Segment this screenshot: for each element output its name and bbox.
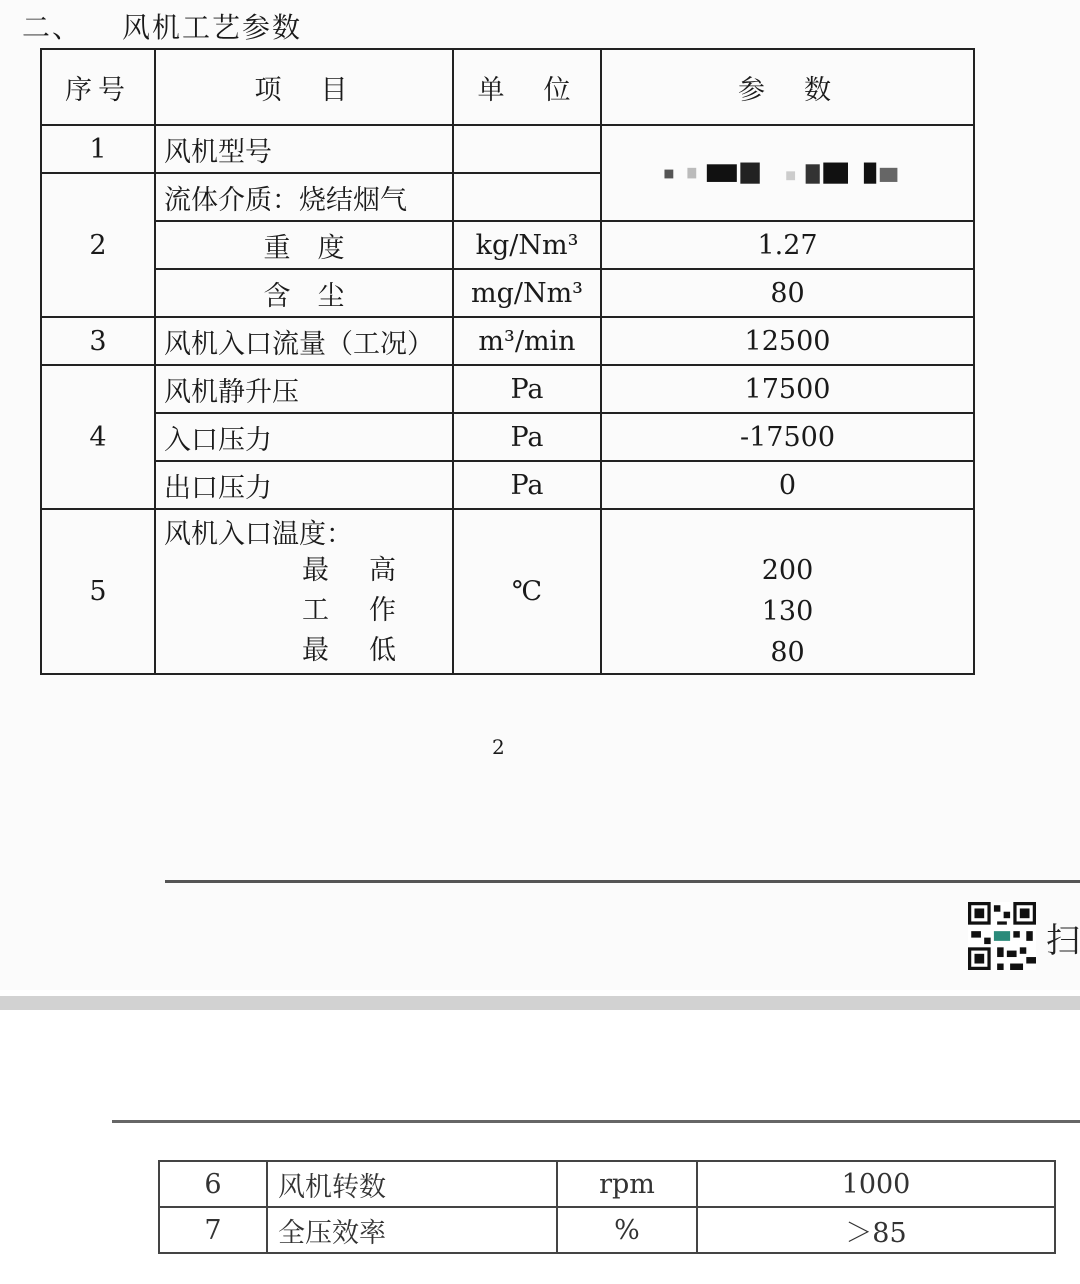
header-unit: 单 位	[453, 49, 601, 125]
row-no: 2	[41, 173, 155, 317]
page-separator	[0, 996, 1080, 1010]
redaction-mosaic	[648, 159, 928, 189]
table-row	[41, 125, 974, 173]
header-no: 序号	[41, 49, 155, 125]
temperature-max-label: 最高	[302, 555, 436, 586]
row-item: 风机转数	[267, 1161, 557, 1207]
footer-rule	[165, 880, 1080, 883]
row-item: 风机型号	[155, 125, 453, 173]
row-item: 流体介质：烧结烟气	[155, 173, 453, 221]
row-value: 0	[601, 461, 974, 509]
row-value	[601, 509, 974, 674]
temperature-max-value: 200	[761, 555, 814, 586]
row-item: 入口压力	[155, 413, 453, 461]
row-unit: kg/Nm³	[453, 221, 601, 269]
row-no: 4	[41, 365, 155, 509]
table-row	[41, 317, 974, 365]
row-no: 7	[159, 1207, 267, 1253]
document-page-2	[0, 1010, 1080, 1284]
row-item: 含 尘	[155, 269, 453, 317]
fan-parameters-table-continued	[158, 1160, 1056, 1254]
row-no: 3	[41, 317, 155, 365]
row-unit: Pa	[453, 413, 601, 461]
row-unit: mg/Nm³	[453, 269, 601, 317]
row-no: 5	[41, 509, 155, 674]
table-row	[159, 1207, 1055, 1253]
row-value: 1000	[697, 1161, 1055, 1207]
row-unit: Pa	[453, 365, 601, 413]
fan-parameters-table	[40, 48, 975, 675]
temperature-min-label: 最低	[302, 635, 436, 666]
table-row	[41, 221, 974, 269]
temperature-work-label: 工作	[302, 595, 436, 626]
temperature-work-value: 130	[761, 596, 814, 627]
row-item: 出口压力	[155, 461, 453, 509]
row-unit: Pa	[453, 461, 601, 509]
row-value: ＞85	[697, 1207, 1055, 1253]
row-value: 17500	[601, 365, 974, 413]
row-unit: %	[557, 1207, 697, 1253]
row-no: 6	[159, 1161, 267, 1207]
table-row	[41, 365, 974, 413]
temperature-label: 风机入口温度：	[164, 519, 353, 550]
table-row	[159, 1161, 1055, 1207]
header-item: 项 目	[155, 49, 453, 125]
temperature-min-value: 80	[770, 637, 805, 668]
table-row	[41, 269, 974, 317]
qr-code-icon[interactable]	[968, 902, 1036, 970]
table-row	[41, 509, 974, 674]
row-item: 风机入口流量（工况）	[155, 317, 453, 365]
table-row	[41, 413, 974, 461]
row-unit	[453, 173, 601, 221]
section-title	[22, 6, 302, 46]
row-no: 1	[41, 125, 155, 173]
page-number: 2	[492, 735, 505, 759]
row-unit: m³/min	[453, 317, 601, 365]
section-title-text: 风机工艺参数	[122, 11, 303, 44]
row-unit: ℃	[453, 509, 601, 674]
scan-label: 扫	[1046, 921, 1080, 961]
row-value: 80	[601, 269, 974, 317]
row-value: -17500	[601, 413, 974, 461]
row-unit: rpm	[557, 1161, 697, 1207]
header-value: 参 数	[601, 49, 974, 125]
section-number: 二、	[22, 11, 83, 44]
redacted-model-value	[601, 125, 974, 221]
table-row	[41, 461, 974, 509]
table-header-row	[41, 49, 974, 125]
row-item: 风机静升压	[155, 365, 453, 413]
row-value: 12500	[601, 317, 974, 365]
row-item	[155, 509, 453, 674]
row-unit	[453, 125, 601, 173]
row-item: 重 度	[155, 221, 453, 269]
row-value: 1.27	[601, 221, 974, 269]
header-rule	[112, 1120, 1080, 1123]
row-item: 全压效率	[267, 1207, 557, 1253]
